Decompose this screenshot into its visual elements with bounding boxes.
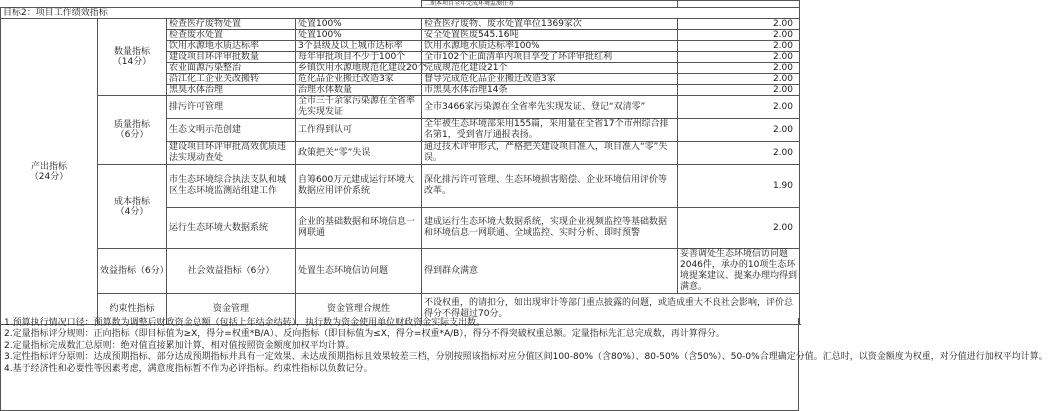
indicator-actual: 安全处置医废545.16吨 bbox=[422, 30, 678, 41]
indicator-name: 检查废水处置 bbox=[167, 30, 296, 41]
output-indicator-cell bbox=[1, 19, 98, 325]
cost-score: （4分） bbox=[115, 206, 149, 217]
indicator-target: 危化品企业搬迁改造3家 bbox=[296, 74, 422, 85]
indicator-target: 治理水体数量 bbox=[296, 85, 422, 96]
indicator-actual: 全市3466家污染源在全省率先实现发证、登记“双清零” bbox=[422, 96, 678, 119]
indicator-score: 2.00 bbox=[678, 208, 800, 249]
benefit-label: 效益指标（6分） bbox=[98, 249, 167, 294]
indicator-score: 2.00 bbox=[678, 63, 800, 74]
top-fragment-text: 二期本项目全年完成环境监测任务 bbox=[422, 1, 678, 8]
note-line: 4.基于经济性和必要性等因素考虑，满意度指标暂不作为必评指标。约束性指标以负数记分。 bbox=[4, 363, 373, 374]
note-line: 3.定性指标评分原则：达成预期指标、部分达成预期指标并具有一定效果、未达成预期指标且效果较差三档，分别按照该指标对应分值区间100-80%（含80%）、80-50%（含50%）、50-0%合理确定分值。汇总时，以资金额度为权重，对分值进行加权平均计算。 bbox=[4, 352, 1048, 363]
indicator-actual: 督导完成危化品企业搬迁改造3家 bbox=[422, 74, 678, 85]
quantity-indicator-cell bbox=[98, 19, 167, 96]
cost-label: 成本指标 bbox=[113, 196, 150, 207]
indicator-target: 处置100% bbox=[296, 19, 422, 30]
indicator-score: 2.00 bbox=[678, 74, 800, 85]
quality-indicator-cell bbox=[98, 96, 167, 165]
indicator-actual: 全市102个正面清单内项目享受了环评审批红利 bbox=[422, 52, 678, 63]
indicator-target: 自筹600万元建成运行环境大数据应用评价系统 bbox=[296, 165, 422, 208]
indicator-actual: 饮用水源地水质达标率100% bbox=[422, 41, 678, 52]
indicator-score: 2.00 bbox=[678, 85, 800, 96]
indicator-target: 得到群众满意 bbox=[422, 249, 678, 294]
quality-label: 质量指标 bbox=[113, 120, 150, 130]
indicator-name: 排污许可管理 bbox=[167, 96, 296, 119]
cost-indicator-cell bbox=[98, 165, 167, 249]
constraint-text: 不设权重，的请扣分，如出现审计等部门重点披露的问题，或造成重大不良社会影响，评价总得分不得超过70分。 bbox=[422, 294, 800, 325]
constraint-name: 资金管理合规性 bbox=[296, 294, 422, 325]
indicator-target: 全市三千余家污染源在全省率先实现发证 bbox=[296, 96, 422, 119]
note-line: 2.定量指标完成数汇总原则：绝对值直接累加计算，相对值按照资金额度加权平均计算。 bbox=[4, 340, 355, 351]
quantity-label: 数量指标 bbox=[113, 47, 150, 57]
section-title: 目标2：项目工作绩效指标 bbox=[1, 8, 800, 19]
top-fragment-row bbox=[1, 1, 800, 8]
indicator-score: 2.00 bbox=[678, 119, 800, 142]
indicator-name: 建设项目环评审批高效优质违法实现动查处 bbox=[167, 142, 296, 165]
indicator-score: 2.00 bbox=[678, 96, 800, 119]
indicator-name: 检查医疗废物处置 bbox=[167, 19, 296, 30]
indicator-actual: 通过技术评审形式，严格把关建设项目准入，项目准入“零”失误。 bbox=[422, 142, 678, 165]
indicator-target: 政策把关“零”失误 bbox=[296, 142, 422, 165]
section-title-row bbox=[1, 8, 800, 19]
indicator-score: 1.90 bbox=[678, 165, 800, 208]
indicator-target: 工作得到认可 bbox=[296, 119, 422, 142]
indicator-name: 生态文明示范创建 bbox=[167, 119, 296, 142]
indicator-actual: 深化排污许可管理、生态环境损害赔偿、企业环境信用评价等改革。 bbox=[422, 165, 678, 208]
indicator-score: 2.00 bbox=[678, 19, 800, 30]
constraint-category: 资金管理 bbox=[167, 294, 296, 325]
indicator-actual: 完成规范化建设21个 bbox=[422, 63, 678, 74]
indicator-name: 饮用水源地水质达标率 bbox=[167, 41, 296, 52]
indicator-actual: 检查医疗废物、废水处置单位1369家次 bbox=[422, 19, 678, 30]
table-row bbox=[1, 165, 800, 208]
indicator-actual: 妥善调处生态环境信访问题2046件，承办的10项生态环境提案建议、提案办理均得到满意。 bbox=[678, 249, 800, 294]
benefit-row bbox=[1, 249, 800, 294]
indicator-name: 农业面源污染整治 bbox=[167, 63, 296, 74]
indicator-name: 沿江化工企业关改搬转 bbox=[167, 74, 296, 85]
indicator-target: 处置100% bbox=[296, 30, 422, 41]
indicator-score: 2.00 bbox=[678, 142, 800, 165]
indicator-target: 每年审批项目不少于100个 bbox=[296, 52, 422, 63]
indicator-name: 黑臭水体治理 bbox=[167, 85, 296, 96]
indicator-name: 运行生态环境大数据系统 bbox=[167, 208, 296, 249]
note-line: 1.预算执行情况口径：预算数为调整后财政资金总额（包括上年结余结转），执行数为资金使用单位财政资金实际支出数。 bbox=[4, 318, 486, 328]
indicator-score: 2.00 bbox=[678, 41, 800, 52]
quantity-score: （14分） bbox=[112, 57, 152, 67]
quality-score: （6分） bbox=[115, 130, 149, 140]
output-indicator-score: （24分） bbox=[29, 171, 69, 182]
constraint-label: 约束性指标 bbox=[98, 294, 167, 325]
indicator-name: 建设项目环评审批数量 bbox=[167, 52, 296, 63]
indicator-score: 2.00 bbox=[678, 52, 800, 63]
note-line: 2.定量指标评分规则：正向指标（即目标值为≥X，得分=权重*B/A）、反向指标（即目标值为≤X，得分=权重*A/B），得分不得突破权重总额。定量指标先汇总完成数，再计算得分。 bbox=[4, 329, 725, 340]
table-row bbox=[1, 19, 800, 30]
indicator-actual: 市黑臭水体治理14条 bbox=[422, 85, 678, 96]
table-row bbox=[1, 96, 800, 119]
indicator-actual: 全年被生态环境部采用155篇，采用量在全省17个市州综合排名第1，受到省厅通报表扬。 bbox=[422, 119, 678, 142]
indicator-target: 3个县级及以上城市达标率 bbox=[296, 41, 422, 52]
indicator-actual: 建成运行生态环境大数据系统，实现企业视频监控等基础数据和环境信息一网联通、全域监控、实时分析、即时预警 bbox=[422, 208, 678, 249]
indicator-name: 处置生态环境信访问题 bbox=[296, 249, 422, 294]
indicator-name: 市生态环境综合执法支队和城区生态环境监测站组建工作 bbox=[167, 165, 296, 208]
benefit-sub-label: 社会效益指标（6分） bbox=[167, 249, 296, 294]
notes-section bbox=[0, 318, 1048, 411]
output-indicator-label: 产出指标 bbox=[30, 161, 67, 172]
indicator-target: 企业的基础数据和环境信息一网联通 bbox=[296, 208, 422, 249]
indicator-score: 2.00 bbox=[678, 30, 800, 41]
indicator-target: 乡镇饮用水源地规范化建设20个 bbox=[296, 63, 422, 74]
